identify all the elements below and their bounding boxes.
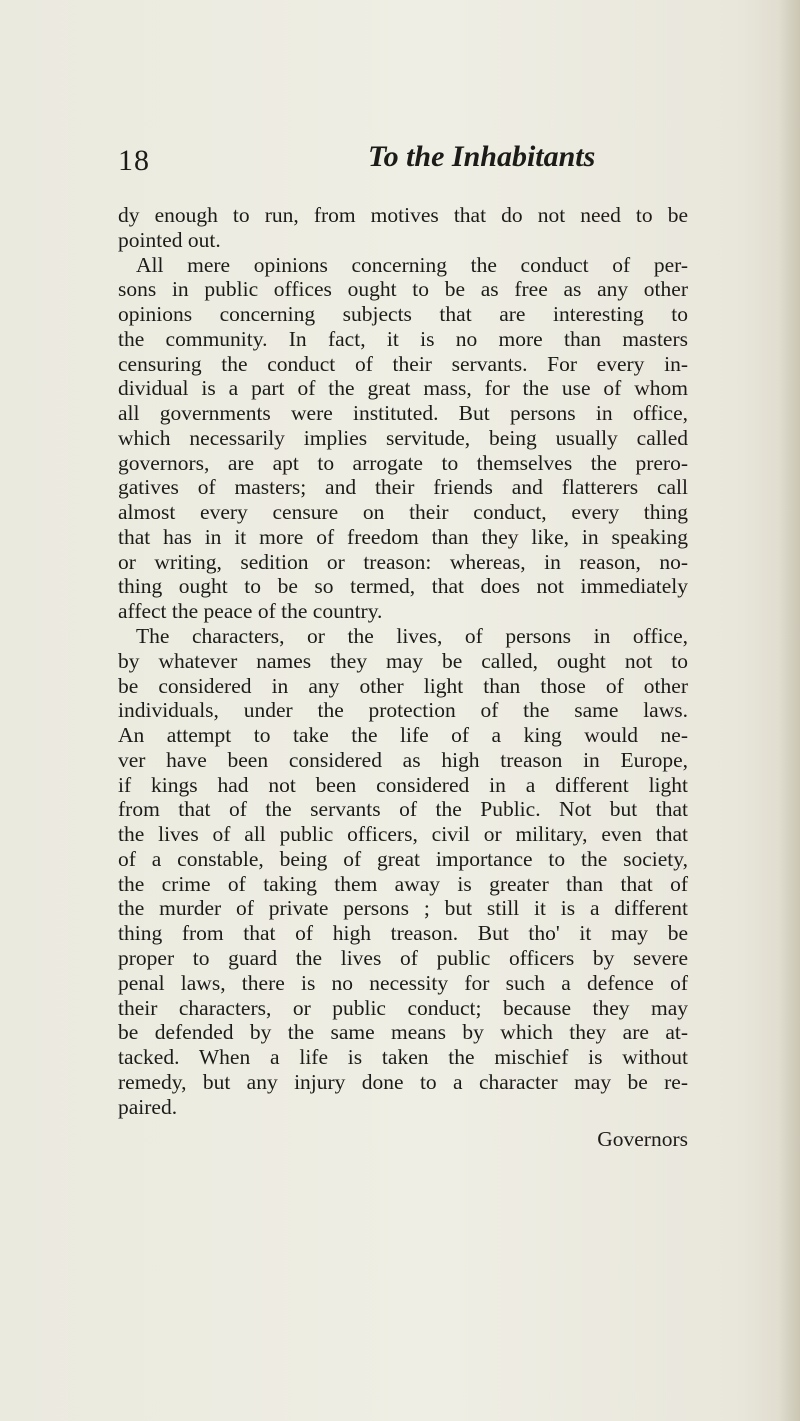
text-line: sons in public offices ought to be as free as any other bbox=[118, 277, 688, 302]
text-line: ver have been considered as high treason in Europe, bbox=[118, 747, 688, 772]
text-line: tacked. When a life is taken the mischief is without bbox=[118, 1045, 688, 1070]
text-line: the lives of all public officers, civil or military, even that bbox=[118, 822, 688, 847]
text-line: by whatever names they may be called, ought not to bbox=[118, 648, 688, 673]
text-line: the community. In fact, it is no more than masters bbox=[118, 326, 688, 351]
page-number: 18 bbox=[118, 144, 150, 177]
catchword: Governors bbox=[597, 1127, 688, 1152]
text-line: opinions concerning subjects that are interesting to bbox=[118, 302, 688, 327]
text-line: that has in it more of freedom than they like, in speaking bbox=[118, 524, 688, 549]
running-head-title: To the Inhabitants bbox=[368, 140, 596, 173]
text-line: the crime of taking them away is greater than that of bbox=[118, 871, 688, 896]
text-line: dy enough to run, from motives that do not need to be bbox=[118, 203, 688, 227]
text-line: remedy, but any injury done to a character may be re- bbox=[118, 1069, 688, 1094]
text-line: paired. bbox=[118, 1094, 178, 1119]
text-line: be considered in any other light than those of other bbox=[118, 673, 688, 698]
text-line: all governments were instituted. But persons in office, bbox=[118, 401, 688, 426]
text-line: almost every censure on their conduct, every thing bbox=[118, 500, 688, 525]
text-line: affect the peace of the country. bbox=[118, 599, 383, 624]
text-line: governors, are apt to arrogate to themselves the prero- bbox=[118, 450, 688, 475]
text-line: individuals, under the protection of the same laws. bbox=[118, 698, 688, 723]
text-line: the murder of private persons ; but still it is a different bbox=[118, 896, 688, 921]
text-line: be defended by the same means by which they are at- bbox=[118, 1020, 688, 1045]
text-line: if kings had not been considered in a different light bbox=[118, 772, 688, 797]
text-line: of a constable, being of great importance to the society, bbox=[118, 846, 688, 871]
paragraph-start-line: The characters, or the lives, of persons in office, bbox=[136, 624, 688, 649]
page-edge-shadow bbox=[778, 0, 800, 1421]
text-line: gatives of masters; and their friends and flatterers call bbox=[118, 475, 688, 500]
text-line: proper to guard the lives of public officers by severe bbox=[118, 945, 688, 970]
body-text bbox=[118, 203, 688, 1152]
text-line: thing from that of high treason. But tho' it may be bbox=[118, 921, 688, 946]
text-line: pointed out. bbox=[118, 227, 221, 252]
text-line: thing ought to be so termed, that does not immediately bbox=[118, 574, 688, 599]
text-line: An attempt to take the life of a king would ne- bbox=[118, 723, 688, 748]
text-line: or writing, sedition or treason: whereas, in reason, no- bbox=[118, 549, 688, 574]
text-line: dividual is a part of the great mass, for the use of whom bbox=[118, 376, 688, 401]
paragraph-start-line: All mere opinions concerning the conduct of per- bbox=[136, 252, 688, 277]
text-line: penal laws, there is no necessity for such a defence of bbox=[118, 970, 688, 995]
text-line: censuring the conduct of their servants. For every in- bbox=[118, 351, 688, 376]
text-line: which necessarily implies servitude, being usually called bbox=[118, 425, 688, 450]
text-line: their characters, or public conduct; because they may bbox=[118, 995, 688, 1020]
running-head bbox=[118, 140, 688, 184]
text-line: from that of the servants of the Public. Not but that bbox=[118, 797, 688, 822]
